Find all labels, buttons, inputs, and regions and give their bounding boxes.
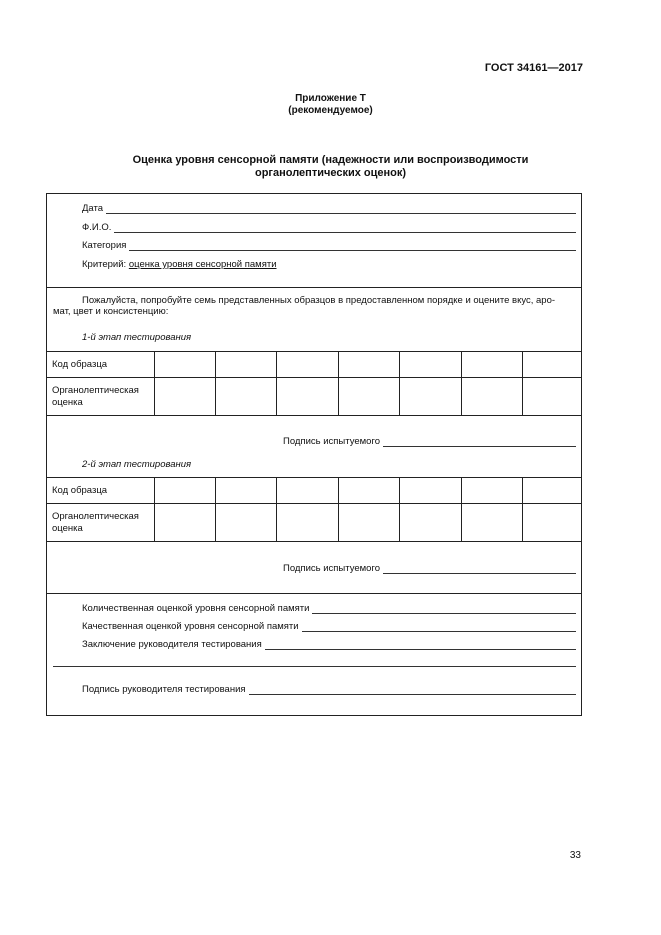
conclusion-continuation-line[interactable] [53,666,576,667]
annex-title: Приложение Т [295,93,366,104]
quantitative-field[interactable] [82,603,576,614]
sample-code-label: Код образца [52,359,108,370]
signature-subject-field[interactable] [283,563,576,574]
stage2-label: 2-й этап тестирования [82,459,192,470]
column-divider [215,477,216,541]
fio-label: Ф.И.О. [82,222,112,233]
stage1-label: 1-й этап тестирования [82,332,192,343]
divider [47,503,581,504]
qualitative-label: Качественная оценкой уровня сенсорной памяти [82,621,299,632]
column-divider [399,351,400,415]
column-divider [522,477,523,541]
standard-number: ГОСТ 34161—2017 [484,62,583,74]
divider [47,593,581,594]
column-divider [154,351,155,415]
quantitative-label: Количественная оценкой уровня сенсорной памяти [82,603,310,614]
divider [47,287,581,288]
instructions-line2: мат, цвет и консистенцию: [53,306,169,317]
divider [47,415,581,416]
divider [47,477,581,478]
criterion-value: оценка уровня сенсорной памяти [128,259,277,270]
column-divider [338,351,339,415]
organoleptic-label-line1: Органолептическая [52,385,139,396]
signature-subject-field[interactable] [283,436,576,447]
qualitative-field[interactable] [82,621,576,632]
column-divider [399,477,400,541]
page-number: 33 [569,850,581,861]
column-divider [215,351,216,415]
document-title-line2: органолептических оценок) [254,167,407,179]
divider [47,351,581,352]
instructions-line1: Пожалуйста, попробуйте семь представленных образцов в предоставленном порядке и оцените вкус, аро- [82,295,556,306]
criterion-label: Критерий: [82,259,127,270]
document-title-line1: Оценка уровня сенсорной памяти (надежности или воспроизводимости [132,154,529,166]
conclusion-field[interactable] [82,639,576,650]
date-label: Дата [82,203,104,214]
divider [47,541,581,542]
signature-leader-field[interactable] [82,684,576,695]
organoleptic-label-line2: оценка [52,397,83,408]
category-label: Категория [82,240,127,251]
annex-status: (рекомендуемое) [288,105,373,116]
column-divider [276,351,277,415]
column-divider [154,477,155,541]
organoleptic-label-line1: Органолептическая [52,511,139,522]
column-divider [338,477,339,541]
evaluation-form [46,193,582,716]
fio-field[interactable] [82,222,576,233]
conclusion-label: Заключение руководителя тестирования [82,639,262,650]
criterion [82,259,277,270]
organoleptic-label-line2: оценка [52,523,83,534]
column-divider [522,351,523,415]
column-divider [461,351,462,415]
signature-subject-label: Подпись испытуемого [283,436,381,447]
signature-subject-label: Подпись испытуемого [283,563,381,574]
divider [47,377,581,378]
date-field[interactable] [82,203,576,214]
column-divider [461,477,462,541]
column-divider [276,477,277,541]
signature-leader-label: Подпись руководителя тестирования [82,684,246,695]
sample-code-label: Код образца [52,485,108,496]
category-field[interactable] [82,240,576,251]
